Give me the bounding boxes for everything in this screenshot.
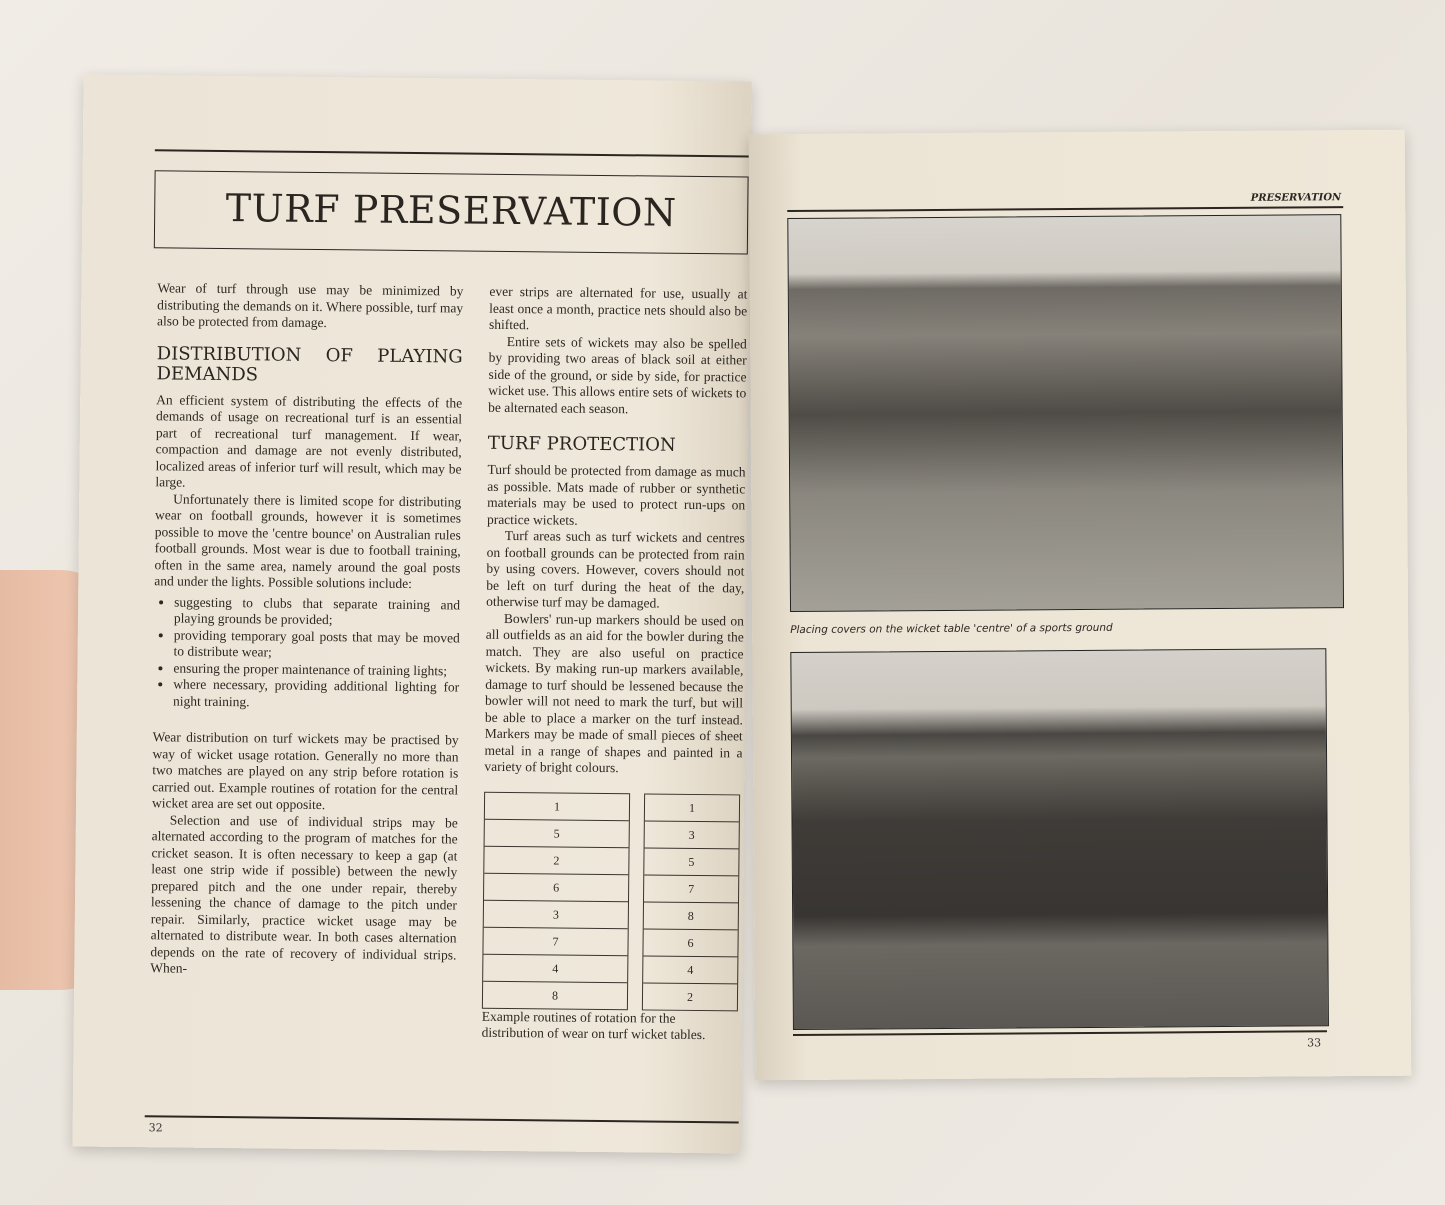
strip-cell: 6 [484, 873, 628, 902]
strip-cell: 4 [643, 956, 737, 984]
strip-cell: 2 [686, 989, 694, 1004]
bottom-rule [793, 1030, 1327, 1036]
top-rule [155, 149, 749, 157]
section-heading-distribution: DISTRIBUTION OF PLAYING DEMANDS [156, 342, 463, 385]
left-column [150, 280, 463, 980]
paragraph: An efficient system of distributing the effects of the demands of usage on recreational turf is an essential part of recreational turf management. If wear, compaction and damage are not evenly distributed, localized areas of inferior turf will result, which may be large. [155, 391, 463, 490]
intro-paragraph: Wear of turf through use may be minimized by distributing the demands on it. Where possible, turf may also be protected from damage. [156, 280, 464, 331]
photo-covered-wicket-table [790, 648, 1329, 1030]
rotation-table-b [642, 793, 740, 1011]
photo-covering-wicket [787, 214, 1344, 612]
left-page [72, 75, 751, 1154]
paragraph: Selection and use of individual strips may be alternated according to the program of matches for the cricket season. It is often necessary to keep a gap (at least one strip wide if possible) between the newly prepared pitch and the one under repair, thereby lessening the chance of damage to the pitch under repair. Similarly, practice wicket usage may be alternated to distribute wear. In both cases alternation depends on the rate of recovery of individual strips. When- [150, 811, 458, 976]
right-page [749, 130, 1412, 1081]
strip-cell: 3 [645, 821, 739, 849]
strip-cell: 8 [644, 902, 738, 930]
list-item: • ensuring the proper maintenance of training lights; [173, 660, 459, 679]
paragraph: ever strips are alternated for use, usually at least once a month, practice nets should also be shifted. [488, 283, 748, 333]
photo-caption: Placing covers on the wicket table 'centre' of a sports ground [790, 621, 1113, 637]
strip-cell: 8 [551, 987, 559, 1003]
paragraph: Turf should be protected from damage as much as possible. Mats made of rubber or synthetic materials may be used to protect run-ups on practice wickets. [486, 461, 746, 528]
paragraph: Entire sets of wickets may also be spelled by providing two areas of black soil at either side of the ground, or side by side, for practice wicket use. This allows entire sets of wickets to be alternated each season. [488, 333, 747, 416]
strip-cell: 5 [644, 848, 738, 876]
strip-cell: 1 [645, 794, 739, 822]
title-box [154, 170, 749, 254]
paragraph: Unfortunately there is limited scope for distributing wear on football grounds, however it is sometimes possible to move the 'centre bounce' on Australian rules football grounds. Most wear is due to football training, often in the same area, namely around the goal posts and under the lights. Possible solutions include: [154, 490, 462, 591]
list-item: • providing temporary goal posts that may be moved to distribute wear; [174, 627, 460, 663]
strip-cell: 2 [484, 846, 628, 875]
strip-cell: 3 [484, 900, 628, 929]
solutions-list [153, 594, 460, 713]
section-heading-protection: TURF PROTECTION [487, 432, 676, 456]
strip-cell: 4 [483, 954, 627, 983]
list-item: • suggesting to clubs that separate training and playing grounds be provided; [174, 594, 460, 630]
running-header: PRESERVATION [1250, 192, 1342, 204]
top-rule [787, 206, 1343, 212]
paragraph: Turf areas such as turf wickets and centres on football grounds can be protected from rain by using covers. However, covers should not be left on turf during the heat of the day, otherwise turf may be damaged. [486, 527, 745, 611]
page-title: TURF PRESERVATION [225, 186, 677, 235]
rotation-table-a [482, 791, 630, 1010]
bottom-rule [145, 1115, 739, 1123]
right-column [482, 284, 748, 1044]
paragraph: Wear distribution on turf wickets may be practised by way of wicket usage rotation. Generally no more than two matches are played on any strip before rotation is carried out. Example routines of rotation for the central wicket area are set out opposite. [151, 729, 459, 813]
strip-cell: 7 [644, 875, 738, 903]
rotation-tables [482, 791, 742, 1011]
strip-cell: 1 [485, 792, 629, 821]
list-item: • where necessary, providing additional lighting for night training. [173, 677, 459, 713]
page-number: 32 [148, 1121, 163, 1135]
table-caption: Example routines of rotation for the distribution of wear on turf wicket tables. [481, 1008, 706, 1043]
strip-cell: 6 [643, 929, 737, 957]
strip-cell: 7 [483, 927, 627, 956]
page-number: 33 [1307, 1036, 1322, 1050]
paragraph: Bowlers' run-up markers should be used on all outfields as an aid for the bowler during the match. They are also useful on practice wickets. By making run-up markers available, damage to turf should be lessened because the bowler will not need to mark the turf, but will be able to place a marker on the turf instead. Markers may be made of small pieces of sheet metal in a range of shapes and painted in a variety of bright colours. [484, 610, 745, 776]
strip-cell: 5 [485, 819, 629, 848]
